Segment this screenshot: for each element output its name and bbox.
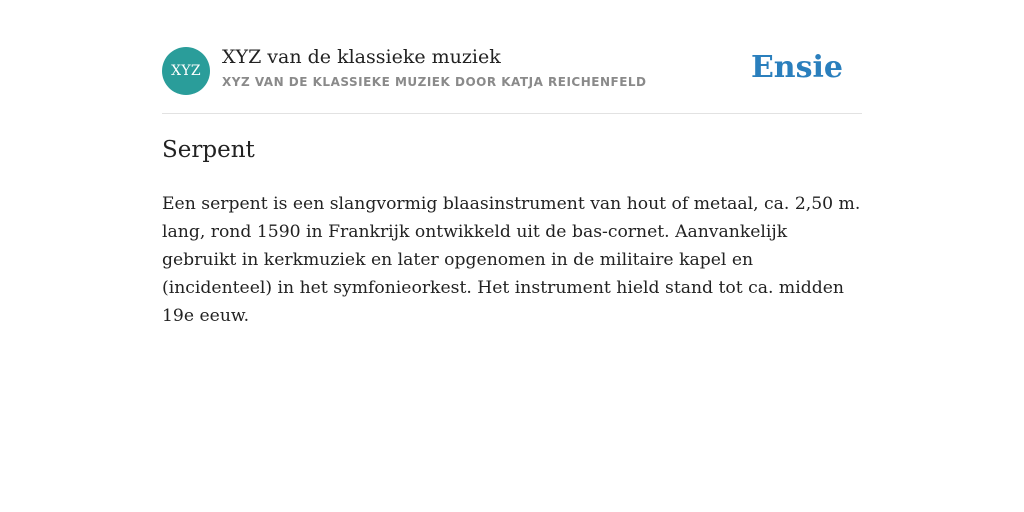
entry-title: Serpent xyxy=(162,137,255,163)
entry-card xyxy=(162,0,862,326)
entry-body: Een serpent is een slangvormig blaasinstrument van hout of metaal, ca. 2,50 m. lang, rond 1590 in Frankrijk ontwikkeld uit de bas-cornet. Aanvankelijk gebruikt in kerkmuziek en later opgenomen in de militaire kapel en (incidenteel) in het symfonieorkest. Het instrument hield stand tot ca. midden 19e eeuw. xyxy=(162,194,861,326)
source-book-subtitle: XYZ VAN DE KLASSIEKE MUZIEK DOOR KATJA REICHENFELD xyxy=(222,75,647,89)
source-avatar[interactable]: XYZ xyxy=(162,47,210,95)
source-book-title[interactable]: XYZ van de klassieke muziek xyxy=(222,46,501,68)
source-header xyxy=(162,0,862,114)
ensie-logo[interactable]: Ensie xyxy=(750,50,843,85)
